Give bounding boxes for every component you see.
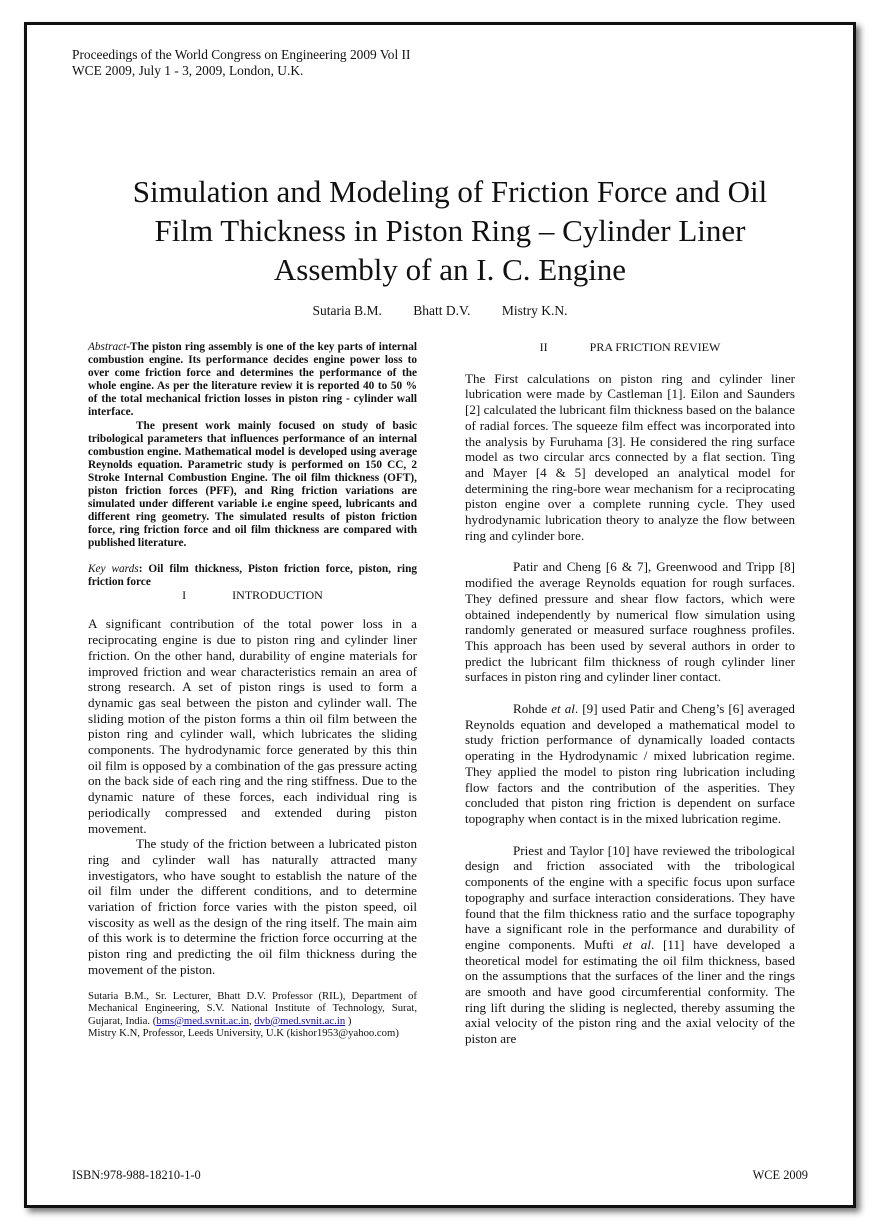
header-line-1: Proceedings of the World Congress on Engineering 2009 Vol II <box>72 47 411 62</box>
review-paragraph-1: The First calculations on piston ring and cylinder liner lubrication were made by Castleman [1]. Eilon and Saunders [2] calculated the lubricant film thickness based on the balance of radial forces. The squeeze film effect was incorporated into the analysis by Furuhama [3]. He considered the ring surface model as two circular arcs connected by a flat section. Ting and Mayer [4 & 5] developed an analytical model for determining the ring-bore wear mechanism for a reciprocating piston engine over a complete running cycle. They used hydrodynamic lubrication theory to analyze the flow between ring and cylinder bore. <box>465 370 795 543</box>
right-column <box>465 340 795 1047</box>
section-heading-introduction <box>88 588 417 604</box>
left-column <box>88 341 417 1040</box>
paper-title <box>60 172 840 289</box>
abstract <box>88 341 417 420</box>
email-link-2[interactable]: dvb@med.svnit.ac.in <box>254 1014 346 1027</box>
author-3: Mistry K.N. <box>501 303 568 318</box>
isbn-footer: ISBN:978-988-18210-1-0 <box>72 1168 201 1182</box>
title-line-1: Simulation and Modeling of Friction Force and Oil <box>132 174 768 209</box>
review-paragraph-4: Priest and Taylor [10] have reviewed the tribological design and friction associated with the tribological components of the engine with a specific focus upon surface topography and surface interaction considerations. They have found that the film thickness ratio and the surface topography have a significant role in the performance and durability of engine components. Mufti et al. [11] have developed a theoretical model for estimating the oil film thickness, based on the assumptions that the surfaces of the liner and the rings are smooth and have good circumferential conformity. The ring lift during the sliding is neglected, thereby assuming the axial velocity of the piston ring and the axial velocity of the piston are <box>465 842 795 1047</box>
intro-paragraph-2: The study of the friction between a lubricated piston ring and cylinder wall has naturally attracted many investigators, who have sought to establish the nature of the oil film under the different conditions, and to determine variation of friction force varies with the piston speed, oil viscosity as well as the design of the ring itself. The main aim of this work is to determine the friction force occurring at the piston ring and predicting the oil film thickness during the movement of the piston. <box>88 836 417 977</box>
title-line-2: Film Thickness in Piston Ring – Cylinder Liner <box>154 213 746 248</box>
section-number: II <box>539 340 548 354</box>
email-link-1[interactable]: bms@med.svnit.ac.in <box>156 1014 249 1027</box>
header-line-2: WCE 2009, July 1 - 3, 2009, London, U.K. <box>72 63 304 78</box>
abstract-text: -The piston ring assembly is one of the key parts of internal combustion engine. Its performance decides engine power loss to over come friction force and determines the performance of the whole engine. As per the literature review it is reported 40 to 50 % of the total mechanical friction losses in piston ring - cylinder wall interface. <box>88 341 417 419</box>
keywords-text: : Oil film thickness, Piston friction force, piston, ring friction force <box>88 562 417 588</box>
section-title: INTRODUCTION <box>232 587 323 602</box>
wce-footer: WCE 2009 <box>752 1168 808 1182</box>
title-line-3: Assembly of an I. C. Engine <box>273 252 627 287</box>
section-number: I <box>182 587 187 602</box>
author-list <box>0 303 880 319</box>
keywords-label: Key wards <box>88 562 139 575</box>
author-footnote-2: Mistry K.N, Professor, Leeds University, U.K (kishor1953@yahoo.com) <box>88 1027 399 1040</box>
intro-paragraph-1: A significant contribution of the total power loss in a reciprocating engine is due to piston ring and cylinder liner friction. On the other hand, durability of engine materials for improved friction and wear characteristics remain an area of strong research. A set of piston rings is used to form a dynamic gas seal between the piston and cylinder wall. The sliding motion of the piston forms a thin oil film between the piston ring and cylinder wall, which lubricates the sliding components. The hydrodynamic force generated by this thin oil film is opposed by a combination of the gas pressure acting on the back side of each ring and the ring stiffness. Due to the dynamic nature of these forces, each individual ring is periodically compressed and extended during piston movement. <box>88 616 417 836</box>
abstract-paragraph-2: The present work mainly focused on study of basic tribological parameters that influences performance of an internal combustion engine. Mathematical model is developed using average Reynolds equation. Parametric study is performed on 150 CC, 2 Stroke Internal Combustion Engine. The oil film thickness (OFT), piston friction forces (PFF), and Ring friction variations are simulated under different variable i.e engine speed, lubricants and different ring geometry. The simulated results of piston friction force, ring friction force and oil film thickness are compared with published literature. <box>88 419 417 550</box>
author-footnote: Sutaria B.M., Sr. Lecturer, Bhatt D.V. Professor (RIL), Department of Mechanical Engineering, S.V. National Institute of Technology, Surat, Gujarat, India. (bms@med.svnit.ac.in, dvb@med.svnit.ac.in ) <box>88 989 417 1027</box>
review-paragraph-3: Rohde et al. [9] used Patir and Cheng’s [6] averaged Reynolds equation and developed a mathematical model to study friction performance of dynamically loaded contacts operating in the Hydrodynamic / mixed lubrication regime. They applied the model to piston ring lubrication including flow factors and the contribution of the asperities. They concluded that piston ring friction is dependent on surface topography when contact is in the mixed lubrication regime. <box>465 701 795 826</box>
section-heading-review <box>465 340 795 356</box>
author-2: Bhatt D.V. <box>413 303 471 318</box>
review-paragraph-2: Patir and Cheng [6 & 7], Greenwood and Tripp [8] modified the average Reynolds equation for rough surfaces. They defined pressure and shear flow factors, which were obtained independently by numerical flow simulation using randomly generated or measured surface roughness profiles. This approach has been used by several authors in order to predict the lubricant film thickness of rough cylinder liner surfaces in piston ring and cylinder liner contact. <box>465 559 795 685</box>
section-title: PRA FRICTION REVIEW <box>589 340 721 354</box>
proceedings-header <box>72 47 410 79</box>
author-1: Sutaria B.M. <box>312 303 382 318</box>
keywords <box>88 563 417 589</box>
abstract-label: Abstract <box>88 341 127 353</box>
